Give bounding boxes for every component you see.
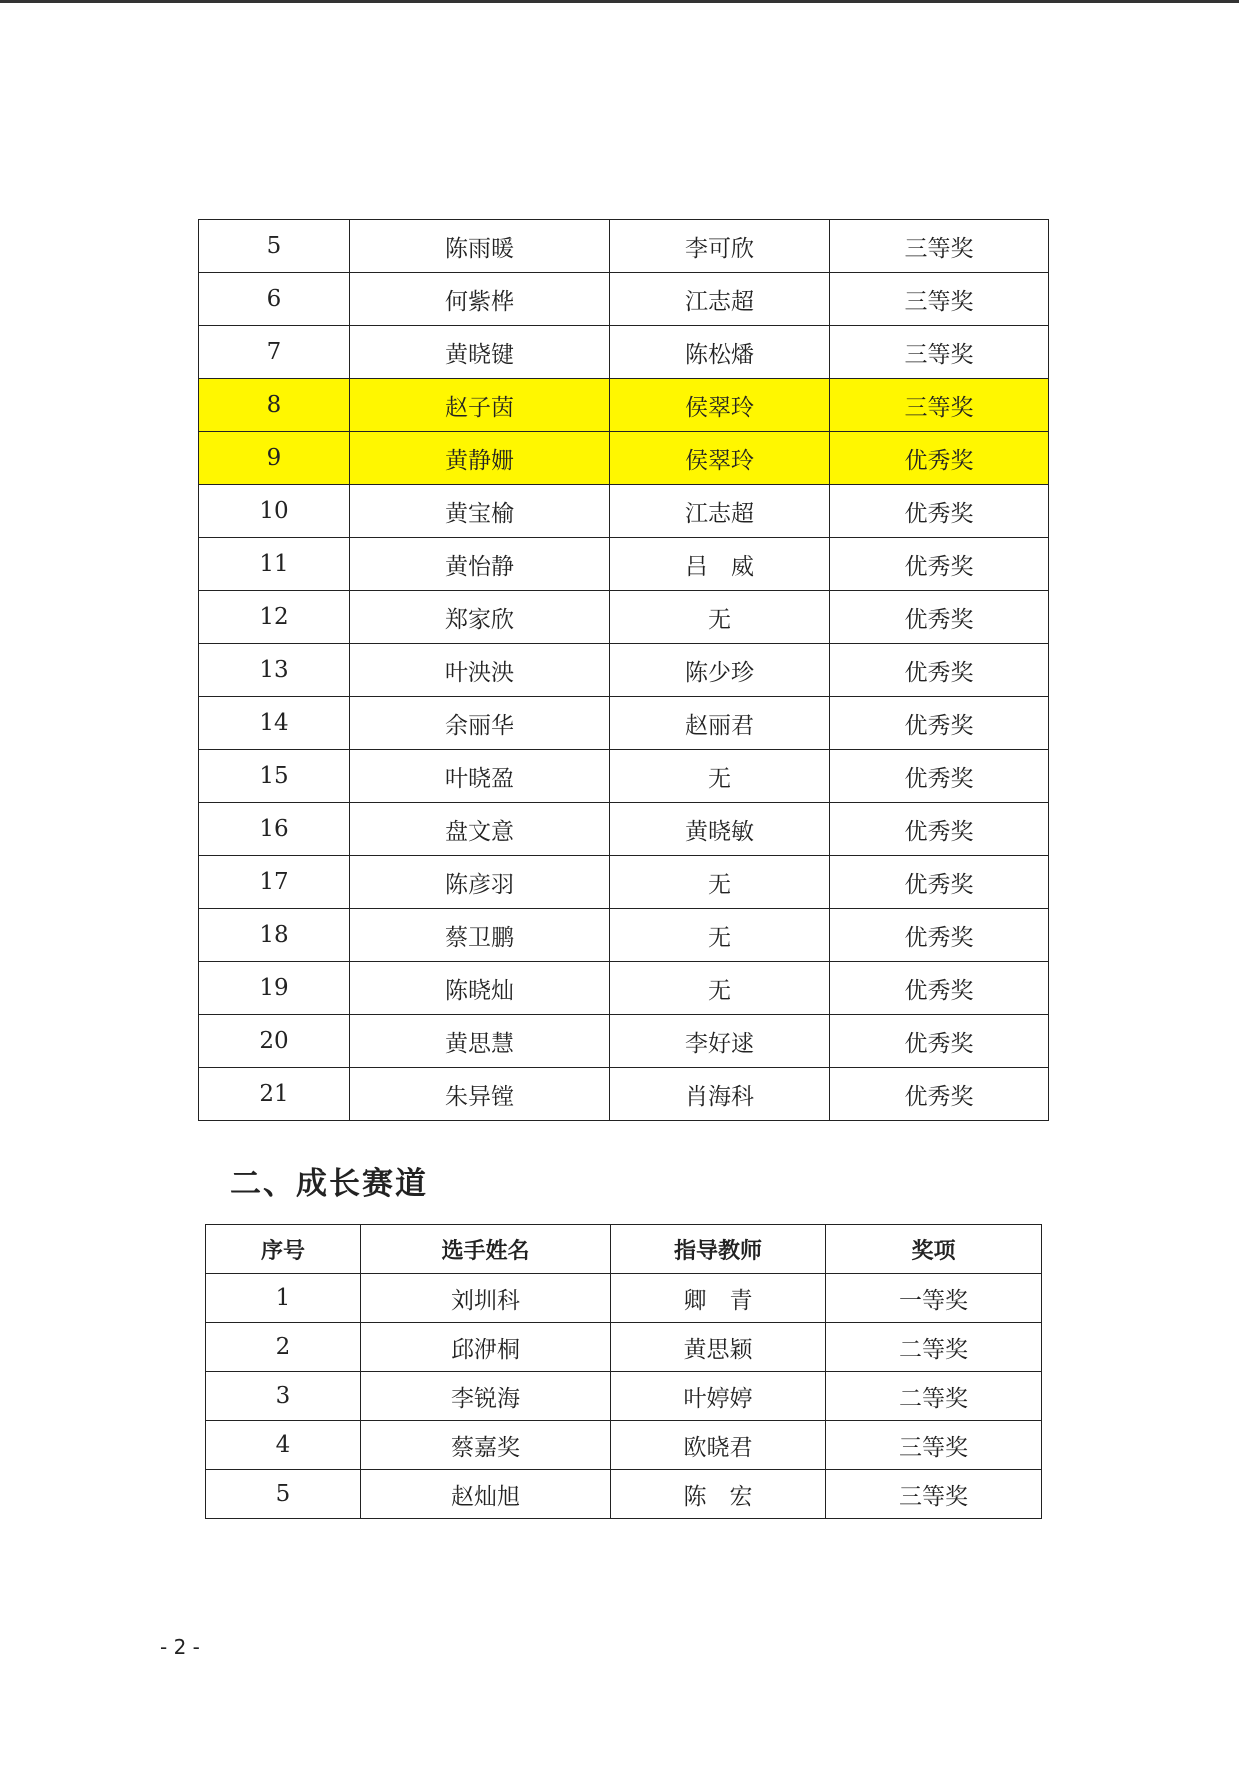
cell-name: 余丽华	[350, 697, 610, 750]
table-row	[206, 1421, 1042, 1470]
table-row	[199, 644, 1049, 697]
header-teacher: 指导教师	[611, 1225, 826, 1274]
cell-teacher: 侯翠玲	[610, 379, 830, 432]
cell-award: 优秀奖	[830, 591, 1049, 644]
cell-award: 三等奖	[830, 379, 1049, 432]
cell-teacher: 侯翠玲	[610, 432, 830, 485]
cell-no: 10	[199, 485, 350, 538]
table-header-row	[206, 1225, 1042, 1274]
cell-award: 优秀奖	[830, 856, 1049, 909]
header-award: 奖项	[826, 1225, 1042, 1274]
cell-award: 优秀奖	[830, 644, 1049, 697]
cell-no: 9	[199, 432, 350, 485]
table-row	[206, 1323, 1042, 1372]
cell-no: 4	[206, 1421, 361, 1470]
table-row	[199, 750, 1049, 803]
cell-no: 11	[199, 538, 350, 591]
table-row	[199, 591, 1049, 644]
cell-award: 优秀奖	[830, 485, 1049, 538]
table-row	[206, 1274, 1042, 1323]
cell-name: 朱异镗	[350, 1068, 610, 1121]
cell-award: 二等奖	[826, 1372, 1042, 1421]
cell-teacher: 江志超	[610, 485, 830, 538]
cell-no: 2	[206, 1323, 361, 1372]
cell-teacher: 欧晓君	[611, 1421, 826, 1470]
cell-no: 16	[199, 803, 350, 856]
table-row	[199, 909, 1049, 962]
cell-no: 15	[199, 750, 350, 803]
section-title: 二、成长赛道	[230, 1166, 428, 1202]
cell-award: 三等奖	[826, 1470, 1042, 1519]
growth-table-body	[206, 1274, 1042, 1519]
scan-top-edge	[0, 0, 1239, 3]
cell-no: 6	[199, 273, 350, 326]
cell-teacher: 无	[610, 750, 830, 803]
cell-name: 黄静姗	[350, 432, 610, 485]
cell-no: 7	[199, 326, 350, 379]
table-row	[199, 1068, 1049, 1121]
header-no: 序号	[206, 1225, 361, 1274]
cell-no: 8	[199, 379, 350, 432]
cell-name: 陈晓灿	[350, 962, 610, 1015]
cell-name: 黄思慧	[350, 1015, 610, 1068]
cell-no: 19	[199, 962, 350, 1015]
cell-award: 三等奖	[830, 326, 1049, 379]
cell-teacher: 无	[610, 856, 830, 909]
cell-name: 刘圳科	[361, 1274, 611, 1323]
table-row	[206, 1470, 1042, 1519]
cell-teacher: 李好逑	[610, 1015, 830, 1068]
cell-teacher: 陈 宏	[611, 1470, 826, 1519]
cell-teacher: 无	[610, 909, 830, 962]
cell-name: 李锐海	[361, 1372, 611, 1421]
cell-no: 14	[199, 697, 350, 750]
cell-award: 优秀奖	[830, 750, 1049, 803]
cell-name: 黄宝榆	[350, 485, 610, 538]
page-number: - 2 -	[160, 1635, 200, 1659]
cell-no: 5	[199, 220, 350, 273]
cell-award: 优秀奖	[830, 1068, 1049, 1121]
awards-table-body	[199, 220, 1049, 1121]
cell-teacher: 肖海科	[610, 1068, 830, 1121]
cell-award: 优秀奖	[830, 432, 1049, 485]
cell-award: 三等奖	[830, 220, 1049, 273]
table-row	[199, 273, 1049, 326]
cell-name: 何紫桦	[350, 273, 610, 326]
cell-name: 叶晓盈	[350, 750, 610, 803]
cell-no: 12	[199, 591, 350, 644]
cell-award: 优秀奖	[830, 909, 1049, 962]
cell-no: 5	[206, 1470, 361, 1519]
cell-no: 18	[199, 909, 350, 962]
cell-name: 盘文意	[350, 803, 610, 856]
cell-award: 优秀奖	[830, 538, 1049, 591]
cell-name: 陈彦羽	[350, 856, 610, 909]
table-row	[206, 1372, 1042, 1421]
table-row	[199, 962, 1049, 1015]
growth-track-table	[205, 1224, 1042, 1519]
cell-no: 20	[199, 1015, 350, 1068]
table-row	[199, 432, 1049, 485]
cell-award: 三等奖	[830, 273, 1049, 326]
cell-name: 蔡卫鹏	[350, 909, 610, 962]
cell-no: 21	[199, 1068, 350, 1121]
cell-award: 优秀奖	[830, 803, 1049, 856]
table-row	[199, 379, 1049, 432]
table-row	[199, 856, 1049, 909]
header-name: 选手姓名	[361, 1225, 611, 1274]
table-row	[199, 538, 1049, 591]
cell-teacher: 江志超	[610, 273, 830, 326]
cell-name: 叶泱泱	[350, 644, 610, 697]
cell-teacher: 陈松燔	[610, 326, 830, 379]
cell-name: 赵子茵	[350, 379, 610, 432]
cell-name: 陈雨暖	[350, 220, 610, 273]
cell-no: 3	[206, 1372, 361, 1421]
cell-teacher: 吕 威	[610, 538, 830, 591]
table-row	[199, 697, 1049, 750]
cell-teacher: 黄晓敏	[610, 803, 830, 856]
table-row	[199, 1015, 1049, 1068]
cell-name: 蔡嘉奖	[361, 1421, 611, 1470]
cell-name: 邱洢桐	[361, 1323, 611, 1372]
cell-no: 1	[206, 1274, 361, 1323]
table-row	[199, 485, 1049, 538]
cell-name: 赵灿旭	[361, 1470, 611, 1519]
cell-teacher: 无	[610, 962, 830, 1015]
cell-teacher: 黄思颖	[611, 1323, 826, 1372]
cell-teacher: 陈少珍	[610, 644, 830, 697]
cell-award: 优秀奖	[830, 697, 1049, 750]
cell-teacher: 赵丽君	[610, 697, 830, 750]
cell-name: 黄晓键	[350, 326, 610, 379]
cell-teacher: 卿 青	[611, 1274, 826, 1323]
cell-no: 13	[199, 644, 350, 697]
cell-award: 三等奖	[826, 1421, 1042, 1470]
cell-award: 优秀奖	[830, 1015, 1049, 1068]
table-row	[199, 220, 1049, 273]
table-row	[199, 803, 1049, 856]
cell-teacher: 无	[610, 591, 830, 644]
cell-name: 黄怡静	[350, 538, 610, 591]
cell-award: 优秀奖	[830, 962, 1049, 1015]
table-row	[199, 326, 1049, 379]
cell-teacher: 叶婷婷	[611, 1372, 826, 1421]
awards-table-continued	[198, 219, 1049, 1121]
cell-teacher: 李可欣	[610, 220, 830, 273]
cell-name: 郑家欣	[350, 591, 610, 644]
cell-award: 一等奖	[826, 1274, 1042, 1323]
cell-award: 二等奖	[826, 1323, 1042, 1372]
cell-no: 17	[199, 856, 350, 909]
